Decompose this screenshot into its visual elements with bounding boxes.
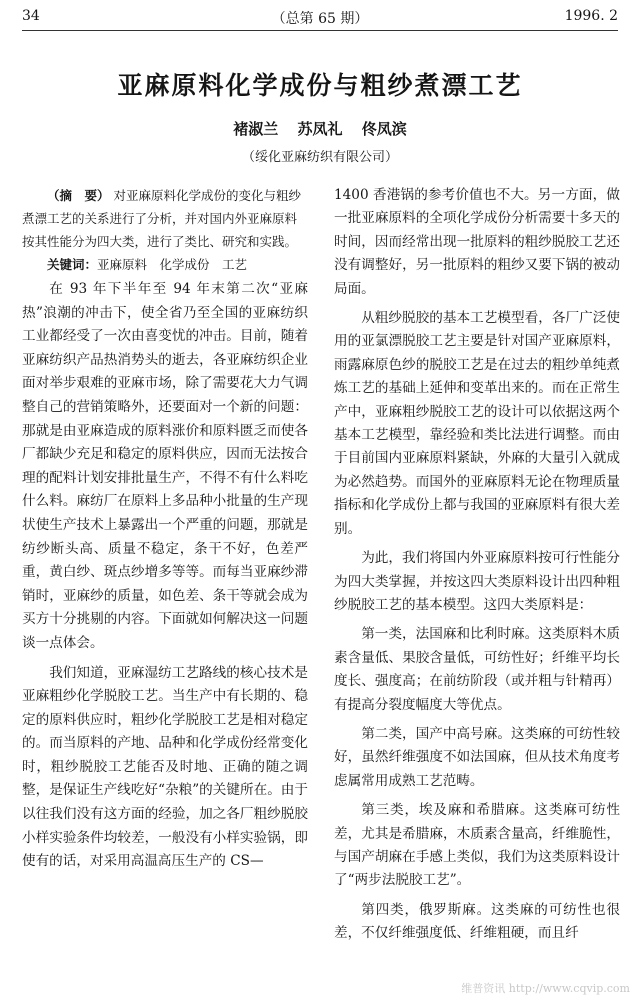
abstract xyxy=(22,184,308,253)
keywords-text: 亚麻原料 化学成份 工艺 xyxy=(97,257,248,272)
article-authors: 褚淑兰 苏凤礼 佟凤滨 xyxy=(233,120,407,138)
abstract-label: （摘 要） xyxy=(47,188,110,203)
keywords xyxy=(22,253,308,276)
body-paragraph: 第四类，俄罗斯麻。这类麻的可纺性也很差，不仅纤维强度低、纤维粗硬，而且纤 xyxy=(334,901,620,942)
body-paragraph: 1400 香港锅的参考价值也不大。另一方面，做一批亚麻原料的全项化学成份分析需要十多天的时间，因而经常出现一批原料的粗纱脱胶工艺还没有调整好，另一批原料的粗纱又要下锅的被动局面。 xyxy=(334,187,620,297)
watermark: 维普资讯 http://www.cqvip.com xyxy=(461,982,630,995)
body-paragraph: 为此，我们将国内外亚麻原料按可行性能分为四大类掌握，并按这四大类原料设计出四种粗纱脱胶工艺的基本模型。这四大类原料是： xyxy=(334,550,620,613)
keywords-label: 关键词： xyxy=(47,257,98,272)
right-column xyxy=(334,184,620,952)
author-affiliation: （绥化亚麻纺织有限公司） xyxy=(241,150,398,165)
body-paragraph: 从粗纱脱胶的基本工艺模型看，各厂广泛使用的亚氯漂脱胶工艺主要是针对国产亚麻原料，雨露麻原色纱的脱胶工艺是在过去的粗纱单纯煮炼工艺的基础上延伸和变革出来的。而在正常生产中，亚麻粗纱脱胶工艺的设计可以依据这两个基本工艺模型，靠经验和类比法进行调整。而由于目前国内亚麻原料紧缺，外麻的大量引入就成为必然趋势。而国外的亚麻原料无论在物理质量指标和化学成份上都与我国的亚麻原料有很大差别。 xyxy=(334,310,620,537)
body-paragraph: 第二类，国产中高号麻。这类麻的可纺性较好，虽然纤维强度不如法国麻，但从技术角度考虑属常用成熟工艺范畴。 xyxy=(334,725,620,789)
left-column xyxy=(22,184,308,880)
body-paragraph: 在 93 年下半年至 94 年末第二次“亚麻热”浪潮的冲击下，使全省乃至全国的亚麻纺织工业都经受了一次由喜变忧的冲击。目前，随着亚麻纺织产品热消势头的逝去，各亚麻纺织企业面对举步艰难的亚麻市场，除了需要花大力气调整自己的营销策略外，还要面对一个新的问题：那就是由亚麻造成的原料涨价和原料匮乏而使各厂都缺少充足和稳定的原料供应，因而无法按合理的配料计划安排批量生产，不得不有什么料吃什么料。麻纺厂在原料上多品种小批量的生产现状使生产技术上暴露出一个严重的问题，那就是纺纱断头高、质量不稳定，条干不好，色差严重，黄白纱、斑点纱增多等等。而每当亚麻纱滞销时，亚麻纱的质量，如色差、条干等就会成为买方十分挑剔的内容。下面就如何解决这一问题谈一点体会。 xyxy=(22,281,308,651)
body-paragraph: 第一类，法国麻和比利时麻。这类原料木质素含量低、果胶含量低，可纺性好；纤维平均长度长、强度高；在前纺阶段（或并粗与针精再）有提高分裂度幅度大等优点。 xyxy=(334,626,620,713)
abstract-text: 对亚麻原料化学成份的变化与粗纱煮漂工艺的关系进行了分析，并对国内外亚麻原料按其性能分为四大类，进行了类比、研究和实践。 xyxy=(22,188,302,249)
issue-number: （总第 65 期） xyxy=(271,11,369,27)
page-number: 34 xyxy=(22,8,40,24)
article-title: 亚麻原料化学成份与粗纱煮漂工艺 xyxy=(117,71,523,100)
body-paragraph: 我们知道，亚麻湿纺工艺路线的核心技术是亚麻粗纱化学脱胶工艺。当生产中有长期的、稳定的原料供应时，粗纱化学脱胶工艺是相对稳定的。而当原料的产地、品种和化学成份经常变化时，粗纱脱胶工艺能否及时地、正确的随之调整，是保证生产线吃好“杂粮”的关键所在。由于以往我们没有这方面的经验，加之各厂粗纱脱胶小样实验条件均较差，一般没有小样实验锅，即使有的话，对采用高温高压生产的 CS— xyxy=(22,664,308,870)
body-paragraph: 第三类，埃及麻和希腊麻。这类麻可纺性差，尤其是希腊麻，木质素含量高，纤维脆性，与国产胡麻在手感上类似，我们为这类原料设计了“两步法脱胶工艺”。 xyxy=(334,802,620,889)
page-header xyxy=(22,6,618,31)
issue-date: 1996. 2 xyxy=(564,8,618,24)
